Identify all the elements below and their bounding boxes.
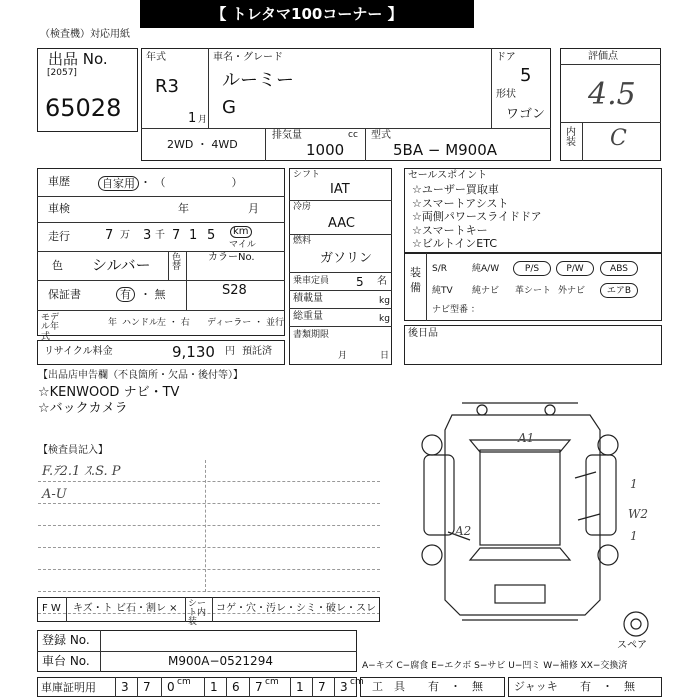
- damage-legend: A−キズ C−腐食 E−エクボ S−サビ U−凹ミ W−補修 XX−交換済: [362, 661, 628, 671]
- inspector-divider: [205, 460, 206, 592]
- recycle-label: リサイクル料金: [44, 346, 113, 357]
- certificate-sep: [334, 677, 335, 697]
- diagram-mark-a2: A2: [455, 524, 472, 538]
- equipment-item-row2-2: 革シート: [515, 286, 552, 296]
- diagram-mark-1b: 1: [630, 529, 638, 543]
- reg-month: 月: [338, 351, 348, 361]
- reg-day: 日: [380, 351, 390, 361]
- handle-label: ハンドル: [122, 318, 159, 328]
- ac-label: 冷房: [293, 202, 312, 212]
- color-no-label: カラーNo.: [208, 252, 255, 263]
- model-value: 5BA − M900A: [393, 141, 498, 159]
- diagram-mark-1a: 1: [630, 477, 638, 491]
- selling-points-title: セールスポイント: [408, 170, 488, 181]
- shaken-month: 月: [248, 202, 259, 215]
- equipment-item-row2-3: 外ナビ: [558, 286, 586, 296]
- equipment-item-row1-3: P/W: [556, 261, 594, 276]
- chassis-label: 車台 No.: [42, 654, 90, 668]
- lot-label: 出品 No.: [48, 50, 108, 68]
- certificate-sep: [137, 677, 138, 697]
- inspector-note-1: F.ﾃ2.1 ｽ.S. P: [42, 464, 121, 479]
- vehicle-grade: G: [222, 97, 236, 118]
- selling-point-item: ☆両側パワースライドドア: [412, 210, 542, 223]
- warranty-label: 保証書: [48, 288, 81, 301]
- equipment-item-row2-4: エアB: [600, 283, 638, 298]
- inspector-rule: [38, 591, 380, 592]
- doors-value: 5: [520, 65, 532, 86]
- rating-label: 評価点: [588, 51, 618, 62]
- diagram-mark-w2: W2: [628, 507, 648, 521]
- certificate-sep: [312, 677, 313, 697]
- capacity-unit: 名: [377, 276, 387, 287]
- mileage-digit: 5: [207, 228, 216, 243]
- seat-value: コゲ・穴・汚レ・シミ・破レ・スレ: [216, 603, 376, 614]
- certificate-sep: [249, 677, 250, 697]
- auction-note: （検査機）対応用紙: [40, 29, 130, 40]
- inspector-rule: [38, 481, 380, 482]
- inspector-note-2: A-U: [42, 487, 67, 502]
- fw-label: F W: [42, 603, 61, 614]
- certificate-digit: 6: [232, 680, 240, 694]
- reg-label: 書類期限: [293, 330, 330, 340]
- fw-value: キズ・ト ビ石・割レ ×: [73, 603, 178, 614]
- mileage-digit: 7: [105, 228, 114, 243]
- certificate-digit: 7: [318, 680, 326, 694]
- body-label: 形状: [496, 89, 516, 100]
- vehicle-name: ルーミー: [222, 70, 294, 91]
- selling-point-item: ☆スマートキー: [412, 223, 488, 237]
- shift-value: IAT: [330, 182, 350, 197]
- model-year-unit: 年: [108, 318, 118, 328]
- mileage-digit: 1: [189, 228, 198, 243]
- auction-sheet-title: 【 トレタマ100コーナー 】: [140, 0, 474, 28]
- certificate-digit: 7: [143, 680, 151, 694]
- spare-label: スペア: [617, 640, 647, 651]
- certificate-sep: [290, 677, 291, 697]
- rating-score: 4.5: [588, 77, 636, 112]
- equipment-item-row2-0: 純TV: [432, 286, 453, 296]
- record-paren: ・ （ ）: [140, 176, 243, 189]
- nav-model-label: ナビ型番 ：: [432, 305, 480, 315]
- certificate-cm-unit: cm: [350, 677, 364, 687]
- certificate-sep: [115, 677, 116, 697]
- certificate-digit: 1: [210, 680, 218, 694]
- later-date-box: [404, 325, 662, 365]
- km-unit: km: [230, 226, 252, 238]
- certificate-digit: 3: [121, 680, 129, 694]
- selling-point-item: ☆ユーザー買取車: [412, 183, 499, 196]
- fuel-value: ガソリン: [320, 251, 373, 266]
- month-unit: 月: [198, 115, 208, 125]
- interior-score: C: [610, 126, 627, 151]
- displacement-value: 1000: [306, 141, 345, 159]
- inspector-title: 【検査員記入】: [38, 445, 108, 456]
- certificate-label: 車庫証明用: [41, 681, 96, 694]
- body-value: ワゴン: [506, 107, 546, 122]
- capacity-label: 乗車定員: [293, 276, 330, 286]
- mileage-digit: 万: [120, 230, 130, 241]
- shaken-label: 車検: [48, 202, 70, 215]
- certificate-digit: 7: [255, 680, 263, 694]
- certificate-sep: [161, 677, 162, 697]
- equipment-item-row1-0: S/R: [432, 264, 447, 274]
- weight-unit: kg: [379, 314, 390, 324]
- certificate-sep: [226, 677, 227, 697]
- interior-label: 内装: [566, 127, 576, 148]
- warranty-no: ・ 無: [140, 288, 166, 301]
- mile-unit: マイル: [229, 240, 256, 250]
- capacity-value: 5: [356, 275, 364, 289]
- year-label: 年式: [146, 52, 166, 63]
- load-label: 積載量: [293, 293, 323, 304]
- lot-number: 65028: [45, 94, 122, 122]
- jack-value: 有 ・ 無: [580, 680, 635, 693]
- color-label: 色: [52, 259, 63, 272]
- certificate-cm-unit: cm: [265, 677, 279, 687]
- options-title: 【出品店申告欄（不良箇所・欠品・後付等）】: [38, 370, 243, 381]
- color-change: 色替: [172, 253, 182, 272]
- certificate-cm-unit: cm: [177, 677, 191, 687]
- color-value: シルバー: [92, 256, 151, 274]
- fuel-label: 燃料: [293, 236, 312, 246]
- lot-code: [2057]: [47, 68, 77, 78]
- warranty-yes: 有: [116, 287, 135, 302]
- month-value: 1: [188, 111, 197, 126]
- recycle-unit: 円: [225, 346, 235, 357]
- shaken-year: 年: [178, 202, 189, 215]
- name-label: 車名・グレード: [213, 52, 283, 63]
- inspector-rule: [38, 525, 380, 526]
- registration-label: 登録 No.: [42, 633, 90, 647]
- recycle-note: 預託済: [242, 346, 272, 357]
- handle-value: 左 ・ 右: [157, 318, 190, 328]
- later-date-label: 後日品: [408, 328, 438, 339]
- equipment-item-row1-4: ABS: [600, 261, 638, 276]
- option-item-1: ☆KENWOOD ナビ・TV: [38, 385, 180, 400]
- mileage-digit: 7: [172, 228, 181, 243]
- load-unit: kg: [379, 296, 390, 306]
- option-item-2: ☆バックカメラ: [38, 401, 128, 416]
- recycle-value: 9,130: [172, 343, 215, 361]
- weight-label: 総重量: [293, 311, 323, 322]
- certificate-digit: 0: [167, 680, 175, 694]
- model-label: 型式: [371, 130, 391, 141]
- jack-label: ジャッキ: [514, 680, 558, 693]
- selling-point-item: ☆ビルトインETC: [412, 237, 498, 250]
- certificate-digit: 3: [340, 680, 348, 694]
- diagram-mark-a1: A1: [518, 431, 535, 445]
- dealer-value: ディーラー ・ 並行: [207, 318, 285, 328]
- record-label: 車歴: [48, 175, 70, 188]
- mileage-digit: 3: [143, 228, 152, 243]
- shift-label: シフト: [293, 170, 321, 180]
- equipment-item-row1-1: 純A/W: [472, 264, 500, 274]
- tools-value: 有 ・ 無: [428, 680, 483, 693]
- seat-label: シート内装: [188, 599, 207, 627]
- displacement-label: 排気量: [272, 130, 302, 141]
- mileage-digit: 千: [155, 230, 165, 241]
- chassis-value: M900A−0521294: [168, 654, 273, 668]
- ac-value: AAC: [328, 216, 355, 231]
- record-value: 自家用: [98, 176, 139, 191]
- inspector-rule: [38, 503, 380, 504]
- year-value: R3: [155, 76, 179, 97]
- certificate-sep: [204, 677, 205, 697]
- equipment-item-row1-2: P/S: [513, 261, 551, 276]
- mileage-label: 走行: [48, 230, 70, 243]
- color-no: S28: [222, 283, 247, 298]
- drive-value: 2WD ・ 4WD: [167, 138, 238, 151]
- cc-unit: cc: [348, 130, 358, 140]
- equipment-item-row2-1: 純ナビ: [472, 286, 500, 296]
- inspector-rule: [38, 547, 380, 548]
- equipment-label: 装備: [410, 266, 421, 295]
- certificate-digit: 1: [296, 680, 304, 694]
- selling-point-item: ☆スマートアシスト: [412, 196, 509, 210]
- doors-label: ドア: [496, 52, 516, 63]
- model-year-label: モデル年式: [41, 313, 60, 342]
- tools-label: 工 具: [372, 680, 405, 693]
- inspector-rule: [38, 569, 380, 570]
